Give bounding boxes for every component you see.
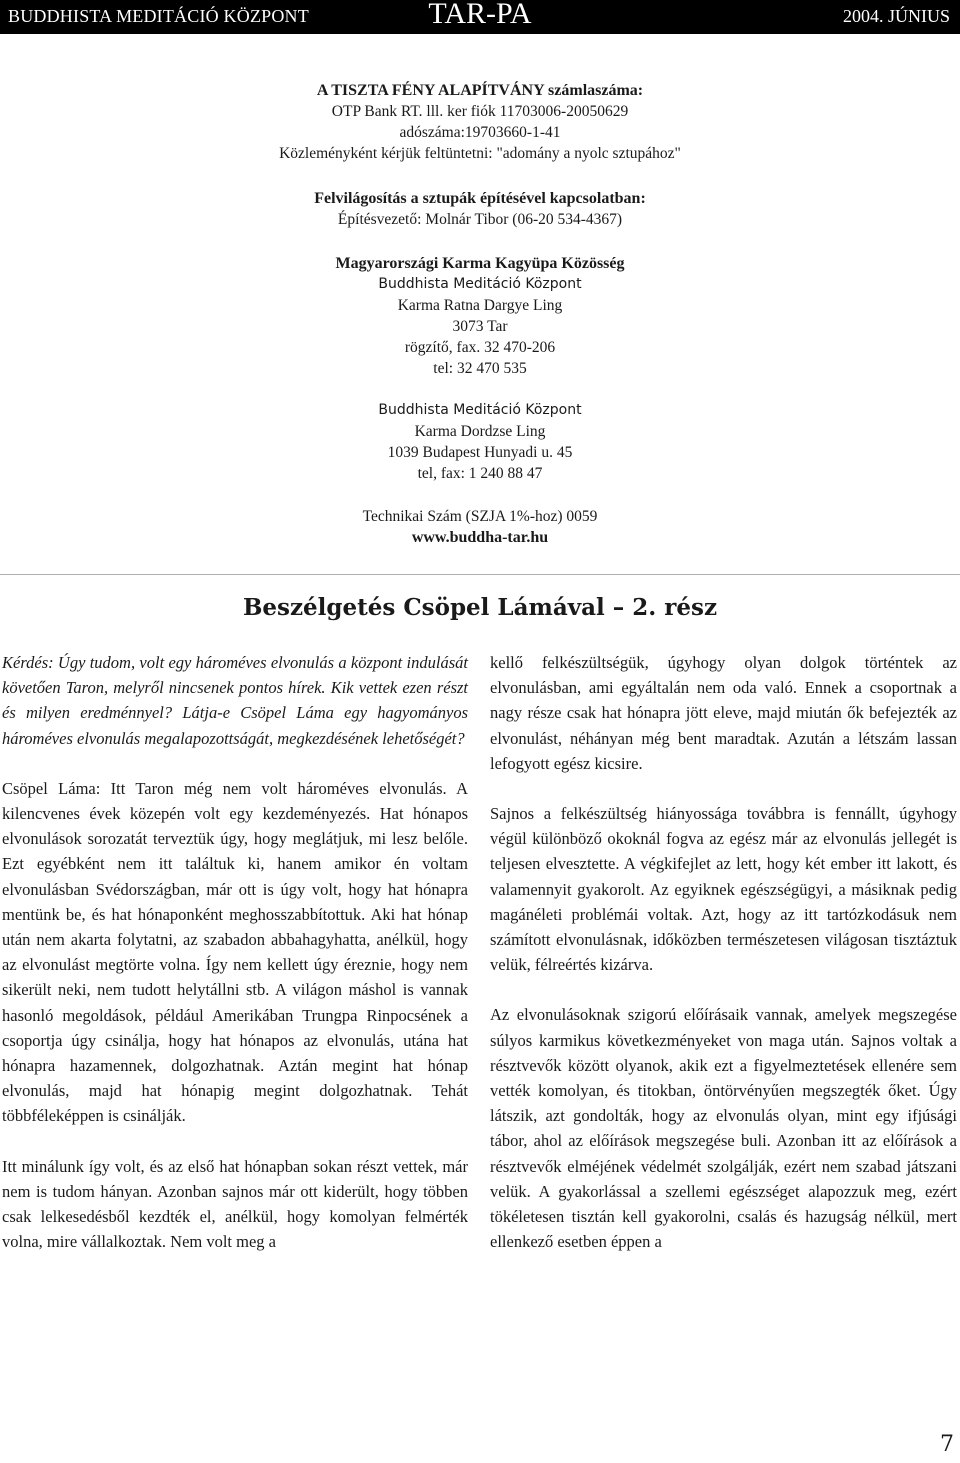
header-issue-date: 2004. JÚNIUS: [842, 6, 950, 26]
left-paragraph-2: Itt minálunk így volt, és az első hat hónapban sokan részt vettek, már nem is tudom hányan. Azonban sajnos már ott kiderült, hogy többen csak lelkesedésből kezdték el, anélkül, hogy komolyan felmérték volna, mire vállalkoztak. Nem volt meg a: [2, 1156, 468, 1252]
budapest-center-phone: tel, fax: 1 240 88 47: [417, 465, 543, 482]
tax-technical-block: [0, 506, 960, 548]
header-publication-title: TAR-PA: [428, 0, 532, 30]
budapest-center-address: 1039 Budapest Hunyadi u. 45: [387, 444, 573, 461]
tar-center-block: [0, 253, 960, 379]
tar-center-address: 3073 Tar: [452, 318, 508, 335]
budapest-center-block: [0, 400, 960, 484]
bank-account-line: OTP Bank RT. lll. ker fiók 11703006-20050629: [331, 103, 629, 120]
page-header: [0, 0, 960, 34]
article-left-column: [2, 650, 468, 1279]
right-paragraph-3: Az elvonulásoknak szigorú előírásaik vannak, amelyek megszegése súlyos karmikus következményeket von maga után. Sajnos voltak a résztvevők között olyanok, akik ezt a figyelmeztetések ellenére sem vették komolyan, és titokban, öntörvényűen megszegték őket. Úgy látszik, azt gondolták, hogy az elvonulás olyan, mint egy ifjúsági tábor, ahol az előírások megszegése buli. Azonban itt az előírások a résztvevők elméjének védelmét szolgálják, ezért nem szabad játszani velük. A gyakorlással a szellemi egészséget alapozzuk meg, ezért tökéletesen tisztán kell gyakorolni, csalás és hazugság nélkül, mert ellenkező esetben éppen a: [490, 1005, 957, 1252]
tar-center-phone: tel: 32 470 535: [433, 360, 527, 377]
budapest-center-ling: Karma Dordzse Ling: [414, 423, 546, 440]
right-paragraph-2: Sajnos a felkészültség hiányossága továbbra is fennállt, úgyhogy végül különböző okoknál fogva az egész már az elvonulás jellegét is teljesen elvesztette. A végkifejlet az lett, hogy két ember itt lakott, és valamennyit gyakorolt. Az egyiknek egészségügyi, a másiknak pedig magánéleti problémái voltak. Azt, hogy az itt tartózkodásuk nem számított elvonulásnak, időközben természetesen világosan tisztáztuk velük, félreértés kizárva.: [490, 804, 957, 975]
construction-info-block: [0, 188, 960, 230]
article-right-column: [490, 650, 957, 1279]
tar-center-name: Buddhista Meditáció Központ: [378, 276, 582, 292]
right-paragraph-1: kellő felkészültségük, úgyhogy olyan dolgok történtek az elvonulásban, ami egyáltalán nem oda való. Ennek a csoportnak a nagy része csak hat hónapra jött eleve, majd miután ők befejezték az elvonulást, néhányan még bent maradtak. Azután a létszám lassan lefogyott egész kicsire.: [490, 653, 957, 773]
technical-number-line: Technikai Szám (SZJA 1%-hoz) 0059: [362, 508, 598, 525]
tax-number-line: adószáma:19703660-1-41: [399, 124, 561, 141]
tar-center-fax: rögzítő, fax. 32 470-206: [404, 339, 556, 356]
community-name: Magyarországi Karma Kagyüpa Közösség: [335, 255, 625, 272]
left-paragraph-1: Csöpel Láma: Itt Taron még nem volt hároméves elvonulás. A kilencvenes évek közepén volt egy kezdeményezés. Hat hónapos elvonulások sorozatát terveztük úgy, hogy meglátjuk, mi lesz belőle. Ezt egyébként nem itt találtuk ki, hanem amikor én voltam elvonulásban Svédországban, már ott is úgy volt, hogy hat hónapra mentünk be, és hat hónaponként meghosszabbítottuk. Aki hat hónap után nem akarta folytatni, az szabadon abbahagyhatta, anélkül, hogy az elvonulást megtörte volna. Így nem kellett úgy éreznie, hogy nem sikerült neki, nem tudott helytállni stb. A világon máshol is vannak hasonló megoldások, például Amerikában Trungpa Rinpocsének a csoportja úgy csinálja, hogy hat hónapos az elvonulás, utána hat hónapra hazamennek, dolgozhatnak. Aztán megint hat hónap elvonulás, majd hat hónapig megint dolgozhatnak. Tehát többféleképpen is csinálják.: [2, 778, 468, 1126]
article-title: Beszélgetés Csöpel Lámával – 2. rész: [242, 594, 718, 621]
header-org-name: BUDDHISTA MEDITÁCIÓ KÖZPONT: [8, 6, 309, 26]
bank-info-block: [0, 80, 960, 164]
bank-note-line: Közleményként kérjük feltüntetni: "adomány a nyolc sztupához": [279, 145, 681, 162]
bank-title: A TISZTA FÉNY ALAPÍTVÁNY számlaszáma:: [316, 82, 644, 99]
section-divider: [0, 574, 960, 575]
construction-info-title: Felvilágosítás a sztupák építésével kapcsolatban:: [314, 190, 646, 207]
interview-question: Kérdés: Úgy tudom, volt egy hároméves elvonulás a központ indulását követően Taron, melyről nincsenek pontos hírek. Kik vettek ezen részt és milyen eredménnyel? Látja-e Csöpel Láma egy hagyományos hároméves elvonulás megalapozottságát, megkezdésének lehetőségét?: [2, 653, 468, 748]
budapest-center-name: Buddhista Meditáció Központ: [378, 402, 582, 418]
tar-center-ling: Karma Ratna Dargye Ling: [397, 297, 563, 314]
page-number: 7: [940, 1432, 954, 1457]
website-link[interactable]: www.buddha-tar.hu: [411, 529, 549, 546]
construction-manager-line: Építésvezető: Molnár Tibor (06-20 534-4367): [337, 211, 623, 228]
